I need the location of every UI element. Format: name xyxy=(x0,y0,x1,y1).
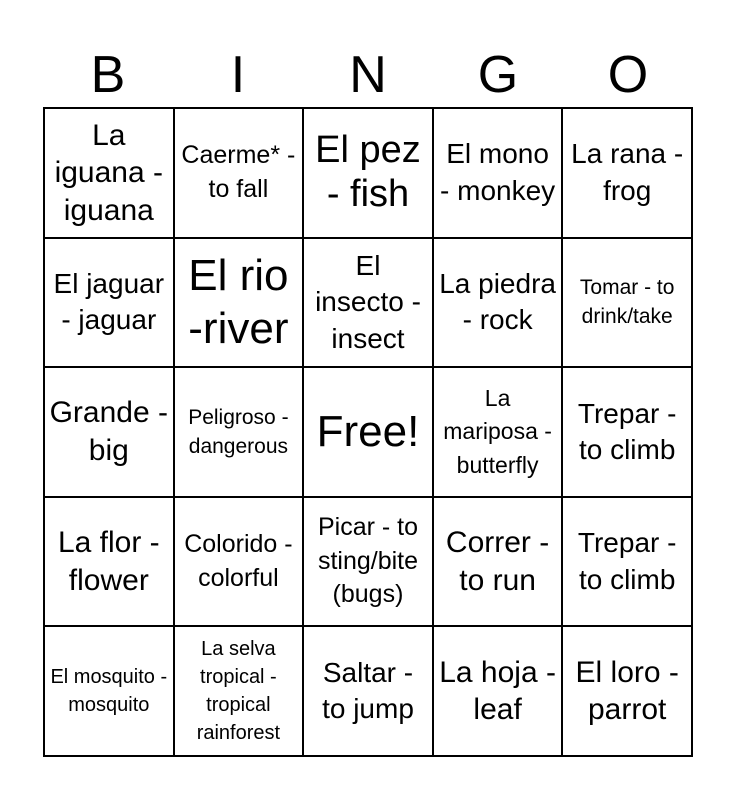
cell-text: La hoja - leaf xyxy=(439,655,556,727)
bingo-header xyxy=(43,44,693,106)
bingo-cell[interactable] xyxy=(303,626,433,756)
header-letter-b: B xyxy=(90,46,126,104)
bingo-cell[interactable] xyxy=(562,626,692,756)
cell-text: La piedra - rock xyxy=(439,268,556,336)
bingo-cell[interactable] xyxy=(174,108,304,238)
bingo-cell[interactable] xyxy=(44,497,174,627)
cell-text: Grande - big xyxy=(49,396,168,467)
bingo-cell[interactable] xyxy=(303,238,433,368)
cell-text: Saltar - to jump xyxy=(322,656,414,725)
header-letter-n: N xyxy=(349,46,387,104)
bingo-cell[interactable] xyxy=(174,367,304,497)
cell-text: Tomar - to drink/take xyxy=(579,276,675,329)
cell-text: Trepar - to climb xyxy=(577,527,677,595)
bingo-cell[interactable] xyxy=(44,108,174,238)
cell-text: La flor - flower xyxy=(57,526,160,597)
bingo-cell[interactable] xyxy=(44,367,174,497)
header-letter-o: O xyxy=(607,46,649,104)
cell-text: El insecto - insect xyxy=(315,249,421,354)
free-space[interactable] xyxy=(303,367,433,497)
cell-text: Picar - to sting/bite (bugs) xyxy=(317,512,419,609)
bingo-cell[interactable] xyxy=(562,497,692,627)
cell-text: Trepar - to climb xyxy=(577,397,677,465)
bingo-cell[interactable] xyxy=(433,238,563,368)
cell-text: Peligroso - dangerous xyxy=(188,405,289,458)
cell-text: La selva tropical - tropical rainforest xyxy=(196,638,281,745)
cell-text: La rana - frog xyxy=(571,138,684,206)
bingo-cell[interactable] xyxy=(433,108,563,238)
cell-text: El pez - fish xyxy=(315,129,421,215)
bingo-cell[interactable] xyxy=(174,497,304,627)
bingo-board xyxy=(43,107,693,757)
bingo-cell[interactable] xyxy=(562,108,692,238)
cell-text: Caerme* - to fall xyxy=(181,141,296,203)
free-space-text: Free! xyxy=(316,407,420,457)
cell-text: Correr - to run xyxy=(445,526,550,597)
cell-text: Colorido - colorful xyxy=(184,529,293,592)
cell-text: El mosquito - mosquito xyxy=(50,666,168,717)
bingo-cell[interactable] xyxy=(433,497,563,627)
bingo-cell[interactable] xyxy=(562,238,692,368)
bingo-cell[interactable] xyxy=(44,238,174,368)
cell-text: El jaguar - jaguar xyxy=(53,268,165,336)
cell-text: La mariposa - butterfly xyxy=(443,384,552,478)
cell-text: El loro - parrot xyxy=(575,655,679,727)
cell-text: El mono - monkey xyxy=(440,138,556,206)
bingo-cell[interactable] xyxy=(562,367,692,497)
bingo-cell[interactable] xyxy=(174,238,304,368)
bingo-cell[interactable] xyxy=(303,108,433,238)
bingo-cell[interactable] xyxy=(303,497,433,627)
bingo-cell[interactable] xyxy=(433,626,563,756)
cell-text: La iguana - iguana xyxy=(54,118,163,227)
bingo-cell[interactable] xyxy=(433,367,563,497)
header-letter-g: G xyxy=(477,46,519,104)
bingo-cell[interactable] xyxy=(174,626,304,756)
header-letter-i: I xyxy=(230,46,246,104)
cell-text: El rio -river xyxy=(188,250,289,354)
bingo-cell[interactable] xyxy=(44,626,174,756)
